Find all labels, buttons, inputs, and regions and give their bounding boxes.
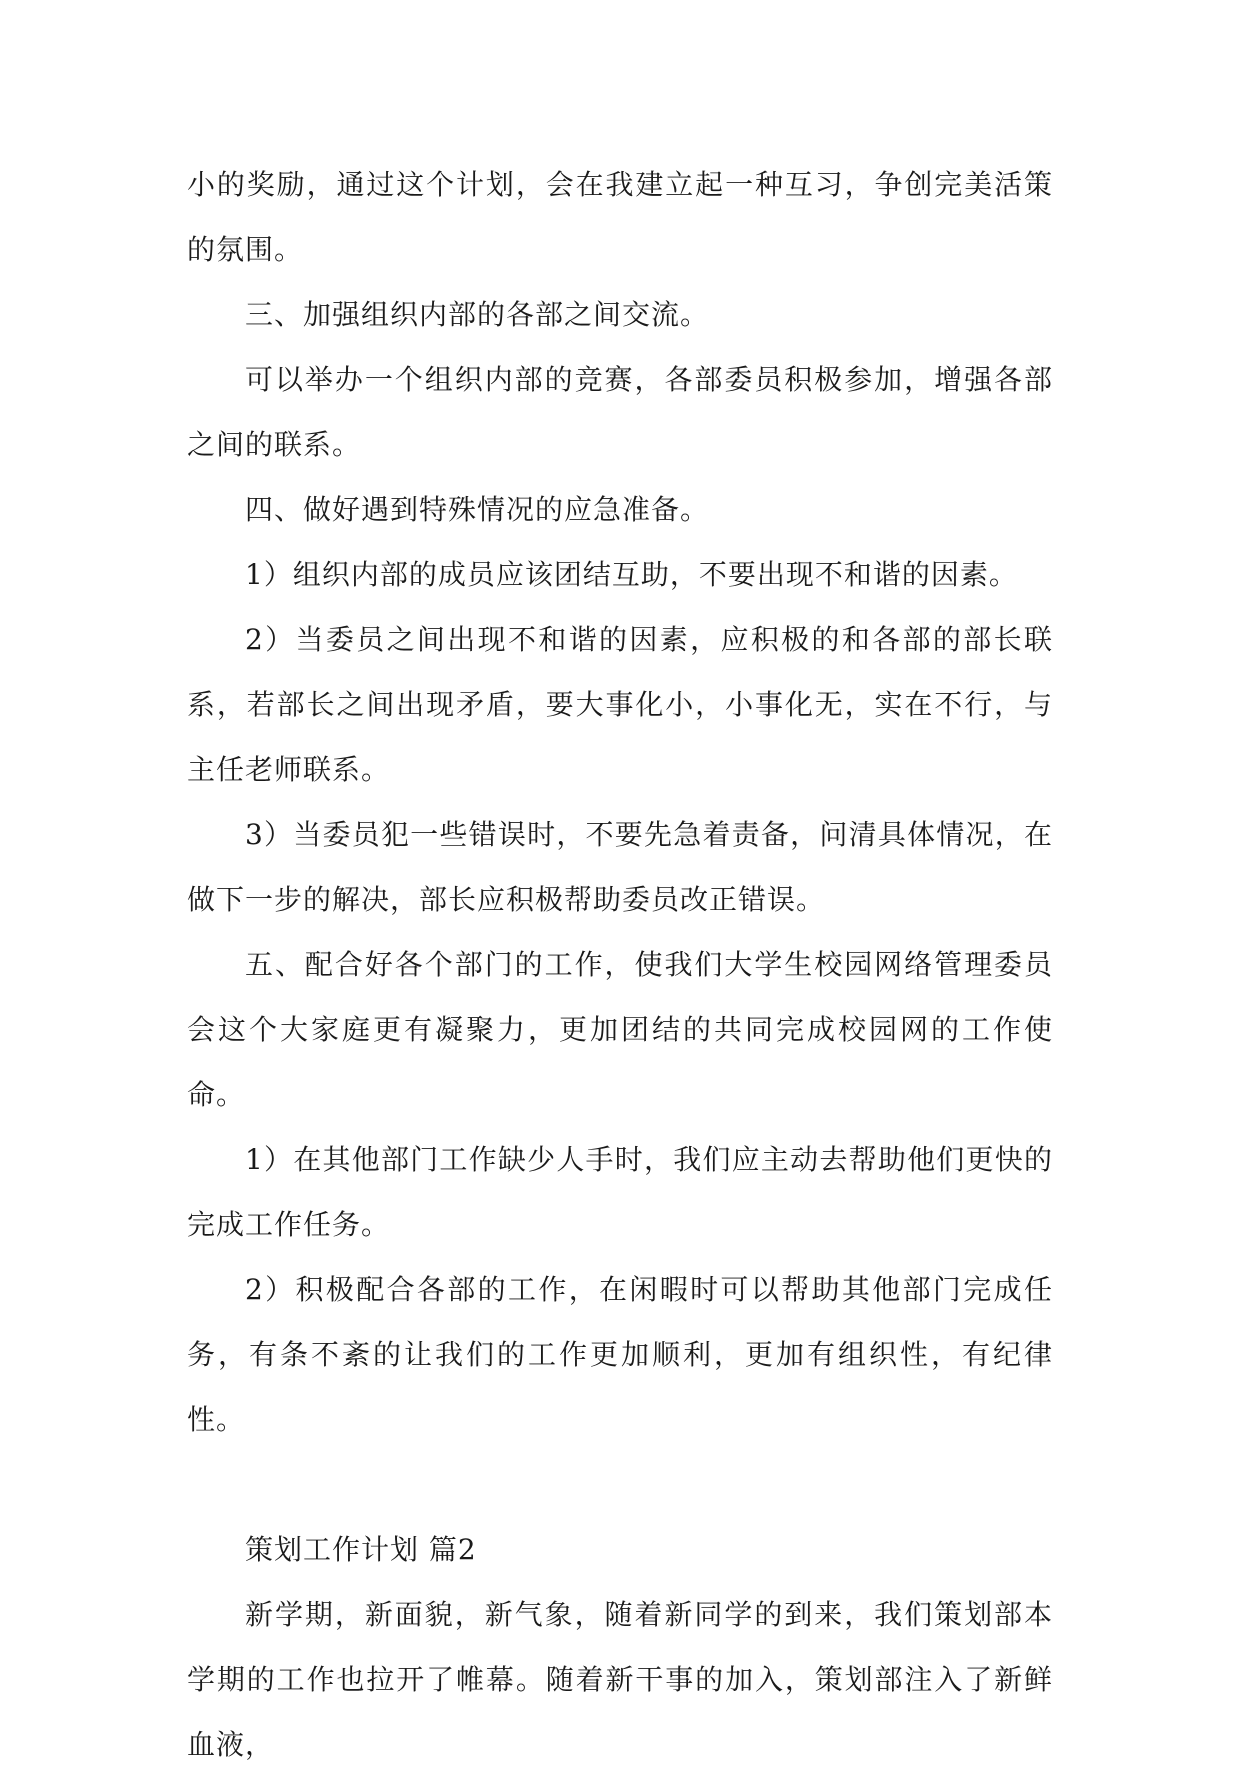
list-item: 2）积极配合各部的工作，在闲暇时可以帮助其他部门完成任务，有条不紊的让我们的工作更加顺利，更加有组织性，有纪律性。: [187, 1273, 1053, 1436]
list-item: 2）当委员之间出现不和谐的因素，应积极的和各部的部长联系，若部长之间出现矛盾，要大事化小，小事化无，实在不行，与主任老师联系。: [187, 623, 1053, 786]
paragraph: 新学期，新面貌，新气象，随着新同学的到来，我们策划部本学期的工作也拉开了帷幕。随着新干事的加入，策划部注入了新鲜血液，: [187, 1598, 1053, 1761]
section-heading-4: 四、做好遇到特殊情况的应急准备。: [245, 493, 710, 526]
paragraph-continuation: 小的奖励，通过这个计划，会在我建立起一种互习，争创完美活策的氛围。: [187, 168, 1053, 266]
section-heading-3: 三、加强组织内部的各部之间交流。: [245, 298, 710, 331]
document-body: [187, 152, 1053, 1777]
section-heading-5: 五、配合好各个部门的工作，使我们大学生校园网络管理委员会这个大家庭更有凝聚力，更加团结的共同完成校园网的工作使命。: [187, 948, 1053, 1111]
list-item: 3）当委员犯一些错误时，不要先急着责备，问清具体情况，在做下一步的解决，部长应积极帮助委员改正错误。: [187, 818, 1053, 916]
paragraph: 可以举办一个组织内部的竞赛，各部委员积极参加，增强各部之间的联系。: [187, 363, 1053, 461]
article-title: 策划工作计划 篇2: [245, 1533, 477, 1566]
list-item: 1）组织内部的成员应该团结互助，不要出现不和谐的因素。: [245, 558, 1018, 591]
list-item: 1）在其他部门工作缺少人手时，我们应主动去帮助他们更快的完成工作任务。: [187, 1143, 1053, 1241]
